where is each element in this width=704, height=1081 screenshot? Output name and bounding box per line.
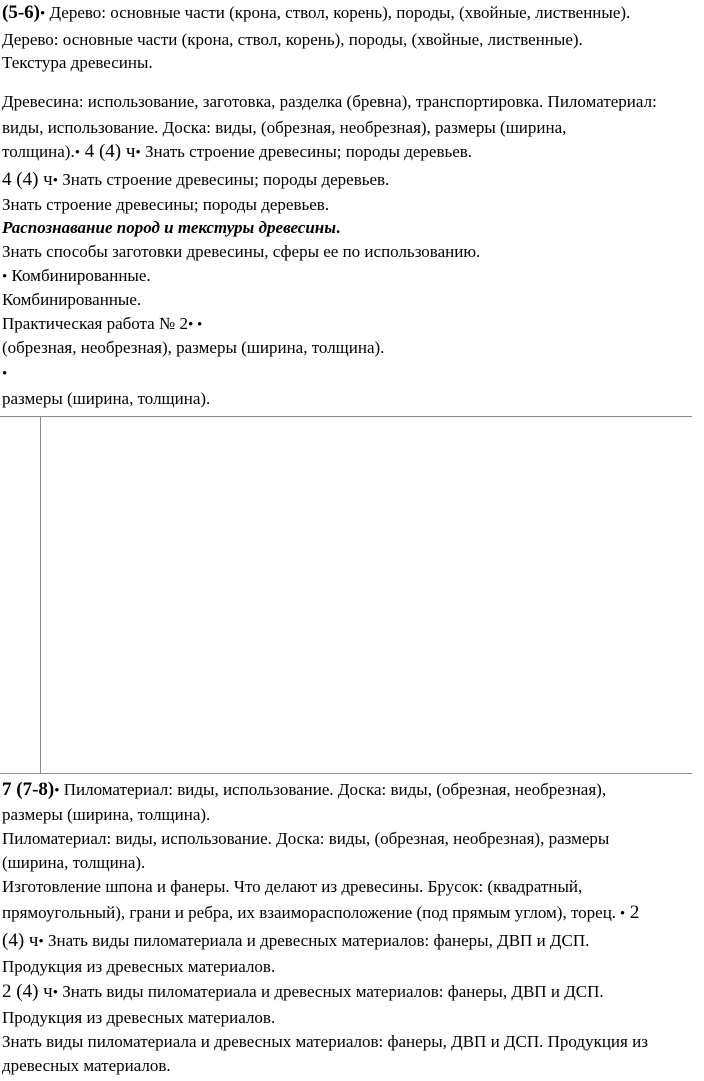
text-line: Продукция из древесных материалов. <box>2 957 276 976</box>
lesson-number: (5-6) <box>2 2 40 23</box>
text-line: размеры (ширина, толщина). <box>2 805 211 824</box>
text-line: Пиломатериал: виды, использование. Доска: виды, (обрезная, необрезная), размеры <box>2 829 610 848</box>
line-text: прямоугольный), грани и ребра, их взаиморасположение (под прямым углом), торец. <box>2 903 617 922</box>
heading-dot: . <box>336 218 341 237</box>
hours-label: 2 <box>625 902 640 923</box>
text-line: Знать строение древесины; породы деревьев. <box>2 195 330 214</box>
bullet: • <box>38 934 44 950</box>
text-line: Дерево: основные части (крона, ствол, корень), породы, (хвойные, лиственные). <box>2 30 583 49</box>
text-line <box>2 902 639 925</box>
hours-label: 2 (4) ч <box>2 981 53 1002</box>
text-line: древесных материалов. <box>2 1056 171 1075</box>
text-line <box>2 779 606 802</box>
text-line <box>2 313 202 336</box>
text-line: Знать виды пиломатериала и древесных материалов: фанеры, ДВП и ДСП. Продукция из <box>2 1032 648 1051</box>
text-line <box>2 930 589 953</box>
bullet: • <box>135 145 141 161</box>
text-line: Знать способы заготовки древесины, сферы ее по использованию. <box>2 242 481 261</box>
line-text: Знать строение древесины; породы деревьев. <box>140 142 473 161</box>
text-line: Комбинированные. <box>2 290 142 309</box>
text-line: Продукция из древесных материалов. <box>2 1008 276 1027</box>
bullet: • <box>52 173 58 189</box>
bullet: • <box>52 985 58 1001</box>
lesson-number: 7 (7-8) <box>2 779 55 800</box>
text-line <box>2 265 151 288</box>
text-line <box>2 362 7 385</box>
bullet: • <box>54 783 60 799</box>
text-line: Древесина: использование, заготовка, разделка (бревна), транспортировка. Пиломатериал: <box>2 92 657 111</box>
text-line <box>2 2 630 25</box>
bullet: • <box>39 6 46 22</box>
text-line: размеры (ширина, толщина). <box>2 389 211 408</box>
line-text: толщина). <box>2 142 75 161</box>
hours-label: 4 (4) ч <box>79 141 136 162</box>
text-line: (ширина, толщина). <box>2 853 146 872</box>
bullet: • <box>74 145 80 161</box>
section-heading: Распознавание пород и текстуры древесины <box>2 218 337 237</box>
table-column-rule <box>40 416 41 773</box>
hours-label: 4 (4) ч <box>2 169 53 190</box>
bullet: • <box>2 269 8 285</box>
line-text: Дерево: основные части (крона, ствол, корень), породы, (хвойные, лиственные). <box>45 3 631 22</box>
line-text: Знать строение древесины; породы деревьев. <box>57 170 390 189</box>
text-line: виды, использование. Доска: виды, (обрезная, необрезная), размеры (ширина, <box>2 118 567 137</box>
text-line <box>2 169 389 192</box>
text-line <box>2 141 472 164</box>
line-text: Комбинированные. <box>7 266 151 285</box>
text-line: Текстура древесины. <box>2 53 153 72</box>
text-line: (обрезная, необрезная), размеры (ширина, толщина). <box>2 338 385 357</box>
line-text: Практическая работа № 2 <box>2 314 188 333</box>
bullet: • • <box>187 317 203 333</box>
bullet: • <box>616 906 626 922</box>
line-text: Пиломатериал: виды, использование. Доска: виды, (обрезная, необрезная), <box>59 780 607 799</box>
table-top-rule <box>0 416 692 417</box>
table-bottom-rule <box>0 773 692 774</box>
text-line: Изготовление шпона и фанеры. Что делают из древесины. Брусок: (квадратный, <box>2 877 583 896</box>
line-text: Знать виды пиломатериала и древесных материалов: фанеры, ДВП и ДСП. <box>57 982 604 1001</box>
hours-label: (4) ч <box>2 930 39 951</box>
text-line <box>2 981 604 1004</box>
text-line <box>2 217 340 239</box>
line-text: Знать виды пиломатериала и древесных материалов: фанеры, ДВП и ДСП. <box>43 931 590 950</box>
bullet: • <box>2 366 8 382</box>
